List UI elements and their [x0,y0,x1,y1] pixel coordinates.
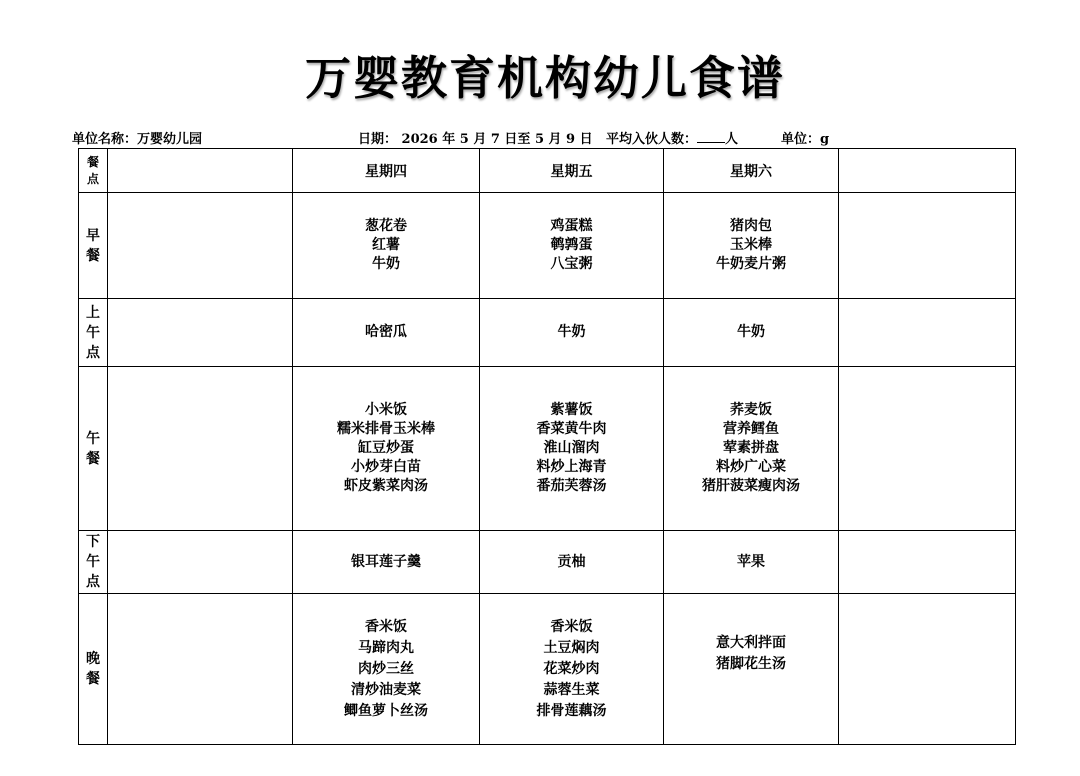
avg-people [606,128,738,147]
unit-label: 单位：g [781,132,830,147]
empty-cell [108,367,293,531]
meal-label: 上 午 点 [79,299,108,367]
meal-row-breakfast [79,193,1016,299]
empty-cell [108,531,293,594]
menu-cell: 鸡蛋糕 鹌鹑蛋 八宝粥 [480,193,664,299]
avg-people-suffix: 人 [725,132,739,147]
empty-cell [839,193,1016,299]
day-header: 星期四 [293,149,480,193]
menu-cell: 银耳莲子羹 [293,531,480,594]
menu-cell: 苹果 [664,531,839,594]
avg-people-blank [697,130,725,143]
empty-cell [839,149,1016,193]
menu-cell: 牛奶 [480,299,664,367]
empty-cell [839,299,1016,367]
meal-label: 午 餐 [79,367,108,531]
menu-cell: 猪肉包 玉米棒 牛奶麦片粥 [664,193,839,299]
avg-people-label: 平均入伙人数： [606,132,698,147]
menu-cell: 意大利拌面 猪脚花生汤 [664,594,839,745]
meal-label: 早 餐 [79,193,108,299]
date-range: 日期： 2026 年 5 月 7 日至 5 月 9 日 [358,132,593,147]
menu-cell: 香米饭 马蹄肉丸 肉炒三丝 清炒油麦菜 鲫鱼萝卜丝汤 [293,594,480,745]
menu-cell: 葱花卷 红薯 牛奶 [293,193,480,299]
menu-cell: 香米饭 土豆焖肉 花菜炒肉 蒜蓉生菜 排骨莲藕汤 [480,594,664,745]
meal-row-lunch [79,367,1016,531]
empty-cell [108,149,293,193]
empty-cell [839,367,1016,531]
menu-cell: 贡柚 [480,531,664,594]
menu-cell: 荞麦饭 营养鳕鱼 荤素拼盘 料炒广心菜 猪肝菠菜瘦肉汤 [664,367,839,531]
empty-cell [108,594,293,745]
meal-row-morning-snack [79,299,1016,367]
meal-row-dinner [79,594,1016,745]
empty-cell [839,594,1016,745]
page-title: 万婴教育机构幼儿食谱 [305,51,785,105]
menu-cell: 牛奶 [664,299,839,367]
meal-label: 晚 餐 [79,594,108,745]
unit-name: 单位名称：万婴幼儿园 [72,132,203,147]
day-header: 星期五 [480,149,664,193]
menu-cell: 紫薯饭 香菜黄牛肉 淮山溜肉 料炒上海青 番茄芙蓉汤 [480,367,664,531]
corner-cell: 餐 点 [79,149,108,193]
menu-cell: 哈密瓜 [293,299,480,367]
empty-cell [108,299,293,367]
day-header: 星期六 [664,149,839,193]
meal-label: 下 午 点 [79,531,108,594]
menu-cell: 小米饭 糯米排骨玉米棒 缸豆炒蛋 小炒芽白苗 虾皮紫菜肉汤 [293,367,480,531]
menu-table [78,148,1016,745]
empty-cell [839,531,1016,594]
meal-row-afternoon-snack [79,531,1016,594]
header-row [79,149,1016,193]
empty-cell [108,193,293,299]
